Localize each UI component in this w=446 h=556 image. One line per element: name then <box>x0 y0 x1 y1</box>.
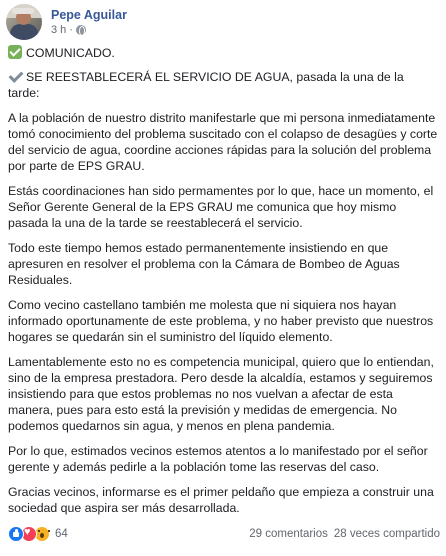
post-paragraph: Lamentablemente esto no es competencia municipal, quiero que lo entiendan, sino de la empresa prestadora. Pero desde la alcaldía, estamos y seguiremos insistiendo para que estos problemas no nos vuelvan a afectar de esta manera, pues para esto está la previsión y medidas de emergencia. No podemos quedarnos sin agua, y menos en plena pandemia. <box>8 355 434 433</box>
post-paragraph <box>8 69 438 101</box>
reaction-count[interactable]: 64 <box>55 528 68 540</box>
check-box-emoji-icon <box>8 45 22 59</box>
post-paragraph: Como vecino castellano también me molesta que ni siquiera nos hayan informado oportunamente de este problema, y no haber previsto que nuestros hogares se quedarán sin el suministro del líquido elemento. <box>8 298 434 344</box>
post-paragraph: Por lo que, estimados vecinos estemos atentos a lo manifestado por el señor gerente y además pedirle a la población tome las reservas del caso. <box>8 444 428 474</box>
globe-icon[interactable] <box>76 25 86 35</box>
post-meta <box>51 23 127 38</box>
paragraph-text: COMUNICADO. <box>26 46 115 60</box>
post-body <box>8 45 438 525</box>
comments-count[interactable]: 29 comentarios <box>249 528 328 540</box>
post-paragraph: Todo este tiempo hemos estado permanentemente insistiendo en que apresuren en resolver el problema con la Cámara de Bombeo de Aguas Residuales. <box>8 241 400 287</box>
post-paragraph: A la población de nuestro distrito manifestarle que mi persona inmediatamente tomó conocimiento del problema suscitado con el colapso de desagües y corte del servicio de agua, coordine acciones rápidas para la solución del problema por parte de EPS GRAU. <box>8 111 438 173</box>
reactions[interactable] <box>8 526 68 542</box>
paragraph-text: SE REESTABLECERÁ EL SERVICIO DE AGUA, pasada la una de la tarde: <box>8 70 404 100</box>
like-reaction-icon[interactable] <box>8 526 24 542</box>
shares-count[interactable]: 28 veces compartido <box>333 528 440 540</box>
author-name[interactable]: Pepe Aguilar <box>51 7 127 22</box>
post-header-text <box>51 7 127 38</box>
post-footer <box>8 526 440 542</box>
avatar[interactable] <box>6 4 42 40</box>
post-paragraph: Gracias vecinos, informarse es el primer peldaño que empieza a construir una sociedad que aspira ser más desarrollada. <box>8 485 434 515</box>
post-paragraph: Estás coordinaciones han sido permamentes por lo que, hace un momento, el Señor Gerente General de la EPS GRAU me comunica que hoy mismo pasada la una de la tarde se reestablecerá el servicio. <box>8 184 434 230</box>
post-header <box>6 4 127 40</box>
meta-separator: · <box>69 23 73 36</box>
check-mark-emoji-icon <box>8 69 22 83</box>
post-time[interactable]: 3 h <box>51 23 67 36</box>
post-paragraph <box>8 45 438 61</box>
